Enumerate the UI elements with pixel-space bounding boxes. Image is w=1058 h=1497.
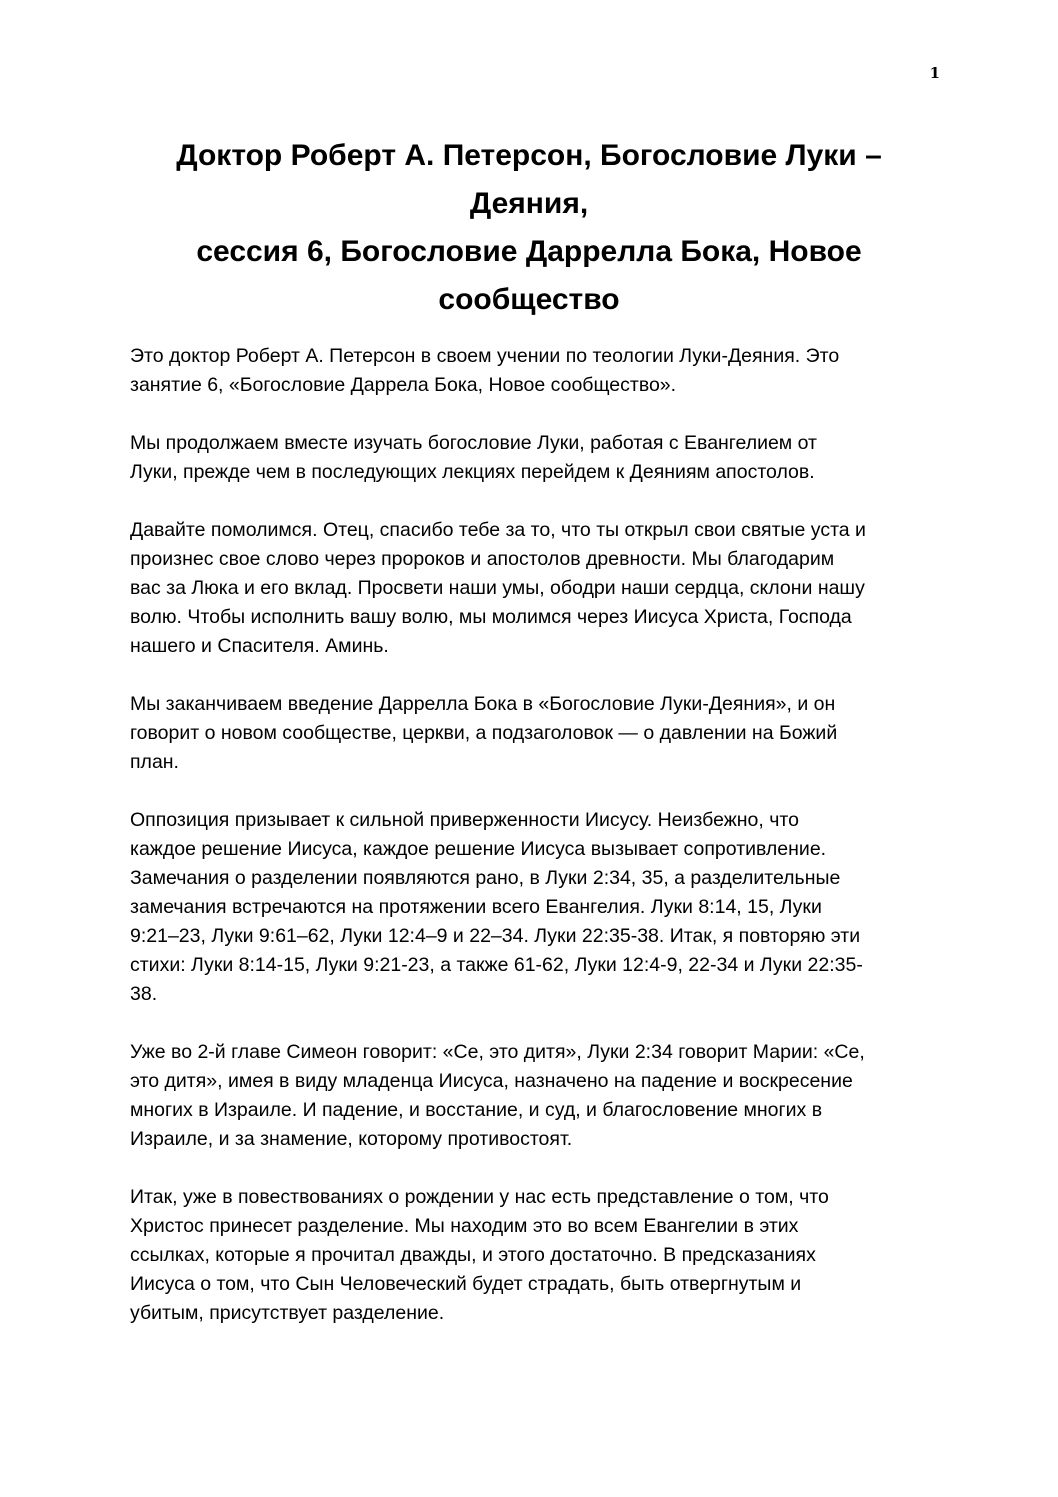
text-line: вас за Люка и его вклад. Просвети наши умы, ободри наши сердца, склони нашу xyxy=(130,577,865,599)
text-line: убитым, присутствует разделение. xyxy=(130,1302,445,1324)
text-line: Замечания о разделении появляются рано, в Луки 2:34, 35, а разделительные xyxy=(130,867,841,889)
text-line: Оппозиция призывает к сильной приверженности Иисусу. Неизбежно, что xyxy=(130,809,799,831)
text-line: замечания встречаются на протяжении всего Евангелия. Луки 8:14, 15, Луки xyxy=(130,896,822,918)
paragraph-division xyxy=(130,1183,940,1328)
text-line: Итак, уже в повествованиях о рождении у нас есть представление о том, что xyxy=(130,1186,829,1208)
text-line: это дитя», имея в виду младенца Иисуса, назначено на падение и воскресение xyxy=(130,1070,853,1092)
text-line: Уже во 2-й главе Симеон говорит: «Се, это дитя», Луки 2:34 говорит Марии: «Се, xyxy=(130,1041,865,1063)
text-line: Луки, прежде чем в последующих лекциях перейдем к Деяниям апостолов. xyxy=(130,461,815,483)
text-line: ссылках, которые я прочитал дважды, и этого достаточно. В предсказаниях xyxy=(130,1244,816,1266)
text-line: занятие 6, «Богословие Даррела Бока, Новое сообщество». xyxy=(130,374,677,396)
text-line: стихи: Луки 8:14-15, Луки 9:21-23, а также 61-62, Луки 12:4-9, 22-34 и Луки 22:35- xyxy=(130,954,863,976)
text-line: Это доктор Роберт А. Петерсон в своем учении по теологии Луки-Деяния. Это xyxy=(130,345,840,367)
title-line: сообщество xyxy=(438,283,620,316)
paragraph-continuation xyxy=(130,429,940,487)
document-title xyxy=(120,132,938,324)
text-line: Иисуса о том, что Сын Человеческий будет страдать, быть отвергнутым и xyxy=(130,1273,802,1295)
text-line: Мы заканчиваем введение Даррелла Бока в «Богословие Луки-Деяния», и он xyxy=(130,693,836,715)
text-line: многих в Израиле. И падение, и восстание, и суд, и благословение многих в xyxy=(130,1099,823,1121)
paragraph-prayer xyxy=(130,516,940,661)
title-line: Деяния, xyxy=(469,187,589,220)
text-line: Израиле, и за знамение, которому противостоят. xyxy=(130,1128,573,1150)
text-line: нашего и Спасителя. Аминь. xyxy=(130,635,389,657)
paragraph-opposition xyxy=(130,806,940,1009)
text-line: Мы продолжаем вместе изучать богословие Луки, работая с Евангелием от xyxy=(130,432,817,454)
text-line: план. xyxy=(130,751,179,773)
page-number: 1 xyxy=(929,64,940,82)
text-line: 38. xyxy=(130,983,158,1005)
paragraph-intro xyxy=(130,342,940,400)
title-line: сессия 6, Богословие Даррелла Бока, Новое xyxy=(196,235,862,268)
text-line: каждое решение Иисуса, каждое решение Иисуса вызывает сопротивление. xyxy=(130,838,827,860)
text-line: произнес свое слово через пророков и апостолов древности. Мы благодарим xyxy=(130,548,835,570)
paragraph-new-community xyxy=(130,690,940,777)
text-line: волю. Чтобы исполнить вашу волю, мы молимся через Иисуса Христа, Господа xyxy=(130,606,852,628)
text-line: 9:21–23, Луки 9:61–62, Луки 12:4–9 и 22–34. Луки 22:35-38. Итак, я повторяю эти xyxy=(130,925,861,947)
document-body xyxy=(130,342,940,1357)
title-line: Доктор Роберт А. Петерсон, Богословие Луки – xyxy=(176,139,882,172)
text-line: Давайте помолимся. Отец, спасибо тебе за то, что ты открыл свои святые уста и xyxy=(130,519,866,541)
text-line: говорит о новом сообществе, церкви, а подзаголовок — о давлении на Божий xyxy=(130,722,838,744)
paragraph-simeon xyxy=(130,1038,940,1154)
text-line: Христос принесет разделение. Мы находим это во всем Евангелии в этих xyxy=(130,1215,799,1237)
